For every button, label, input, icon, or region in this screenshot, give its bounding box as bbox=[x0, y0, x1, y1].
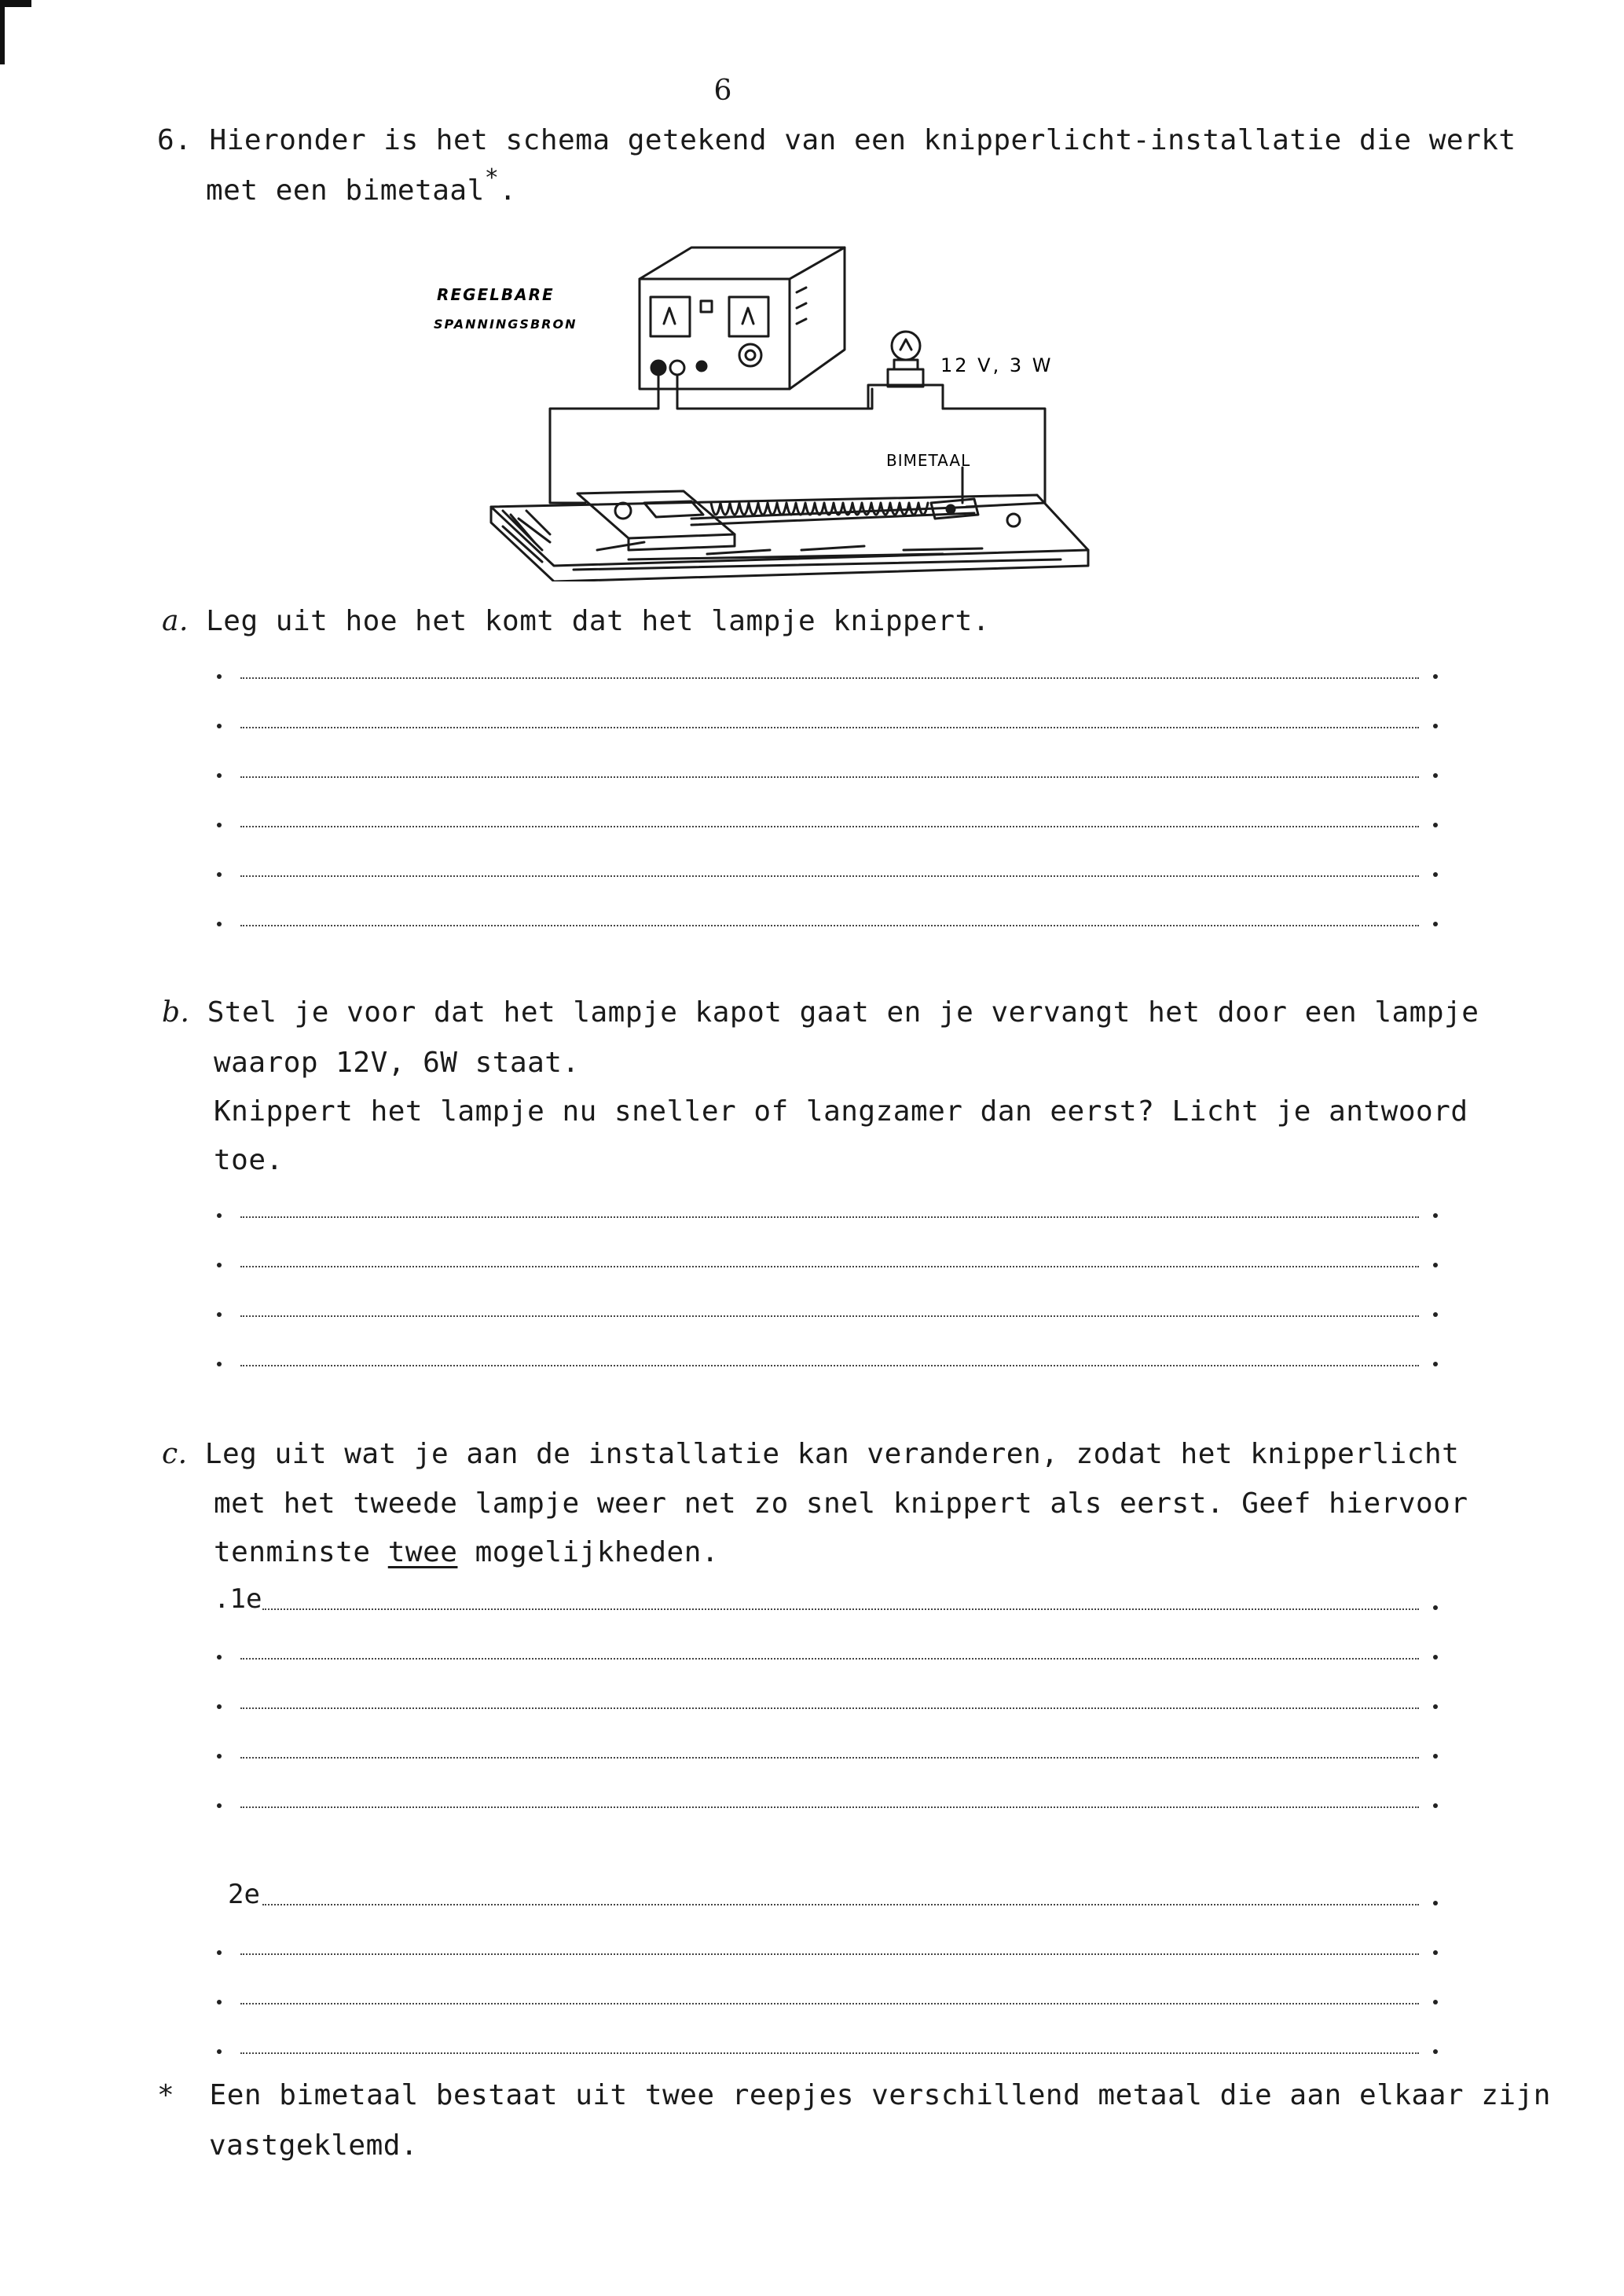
answer-line-c-5[interactable] bbox=[212, 1786, 1438, 1810]
answer-line-a-1[interactable] bbox=[212, 657, 1438, 680]
question-intro-text: Hieronder is het schema getekend van een knipperlicht-installatie die werkt bbox=[209, 124, 1516, 156]
answer-line-c-7[interactable] bbox=[212, 1933, 1438, 1957]
flasher-installation-figure bbox=[424, 236, 1131, 581]
part-c-line-1 bbox=[162, 1438, 1459, 1470]
part-a-question bbox=[162, 605, 990, 637]
footnote-line-2: vastgeklemd. bbox=[209, 2129, 419, 2162]
question-intro-text-2: met een bimetaal bbox=[206, 174, 485, 207]
answer-line-c-option-2[interactable] bbox=[212, 1879, 1438, 1910]
part-b-letter: b. bbox=[162, 996, 190, 1029]
option-2-label: 2e bbox=[228, 1879, 260, 1910]
part-b-line-3: Knippert het lampje nu sneller of langzamer dan eerst? Licht je antwoord bbox=[214, 1095, 1468, 1128]
question-intro-line-2 bbox=[206, 164, 517, 207]
part-b-line-4: toe. bbox=[214, 1144, 284, 1176]
part-c-emphasis-two: twee bbox=[387, 1536, 458, 1568]
wooden-base-board bbox=[491, 495, 1088, 581]
bimetal-clamp bbox=[577, 491, 735, 550]
power-supply-box bbox=[640, 248, 845, 389]
footnote-mark: * bbox=[157, 2079, 175, 2111]
part-c-line-3 bbox=[214, 1536, 719, 1568]
answer-line-a-4[interactable] bbox=[212, 805, 1438, 829]
footnote-text-1: Een bimetaal bestaat uit twee reepjes verschillend metaal die aan elkaar zijn bbox=[209, 2079, 1551, 2111]
footnote-line-1 bbox=[157, 2079, 1551, 2111]
part-b-line-1 bbox=[162, 996, 1479, 1029]
part-c-line-2: met het tweede lampje weer net zo snel knippert als eerst. Geef hiervoor bbox=[214, 1487, 1468, 1520]
question-intro-period: . bbox=[499, 174, 517, 207]
part-a-letter: a. bbox=[162, 605, 189, 637]
part-c-text-3b: mogelijkheden. bbox=[457, 1536, 720, 1568]
figure-label-source-line-1: REGELBARE bbox=[437, 285, 555, 304]
lamp-on-socket bbox=[868, 332, 943, 409]
answer-line-b-1[interactable] bbox=[212, 1196, 1438, 1220]
answer-line-a-5[interactable] bbox=[212, 855, 1438, 878]
question-intro-line-1 bbox=[157, 124, 1516, 156]
answer-line-c-3[interactable] bbox=[212, 1687, 1438, 1711]
footnote-reference-mark: * bbox=[484, 164, 500, 192]
answer-line-a-2[interactable] bbox=[212, 706, 1438, 730]
question-number: 6. bbox=[157, 124, 192, 156]
figure-label-bimetal: BIMETAAL bbox=[886, 451, 971, 470]
part-c-letter: c. bbox=[162, 1438, 188, 1470]
answer-line-c-4[interactable] bbox=[212, 1737, 1438, 1760]
part-b-text-1: Stel je voor dat het lampje kapot gaat en je vervangt het door een lampje bbox=[207, 996, 1479, 1029]
answer-line-b-3[interactable] bbox=[212, 1295, 1438, 1319]
part-c-text-3a: tenminste bbox=[214, 1536, 388, 1568]
page-number: 6 bbox=[713, 75, 732, 107]
answer-line-c-9[interactable] bbox=[212, 2032, 1438, 2056]
figure-label-lamp: 12 V, 3 W bbox=[940, 354, 1054, 376]
figure-label-source-line-2: SPANNINGSBRON bbox=[434, 317, 577, 332]
answer-line-a-6[interactable] bbox=[212, 904, 1438, 928]
part-c-text-1: Leg uit wat je aan de installatie kan veranderen, zodat het knipperlicht bbox=[204, 1438, 1460, 1470]
answer-line-c-option-1[interactable] bbox=[212, 1583, 1438, 1615]
answer-line-b-4[interactable] bbox=[212, 1344, 1438, 1368]
answer-line-c-8[interactable] bbox=[212, 1982, 1438, 2006]
answer-line-c-2[interactable] bbox=[212, 1638, 1438, 1661]
answer-line-b-2[interactable] bbox=[212, 1245, 1438, 1269]
option-1-label: .1e bbox=[214, 1583, 262, 1615]
corner-crop-mark bbox=[0, 0, 14, 64]
answer-line-a-3[interactable] bbox=[212, 756, 1438, 779]
part-a-text: Leg uit hoe het komt dat het lampje knippert. bbox=[206, 605, 990, 637]
part-b-line-2: waarop 12V, 6W staat. bbox=[214, 1047, 580, 1079]
circuit-wires bbox=[550, 376, 1045, 507]
